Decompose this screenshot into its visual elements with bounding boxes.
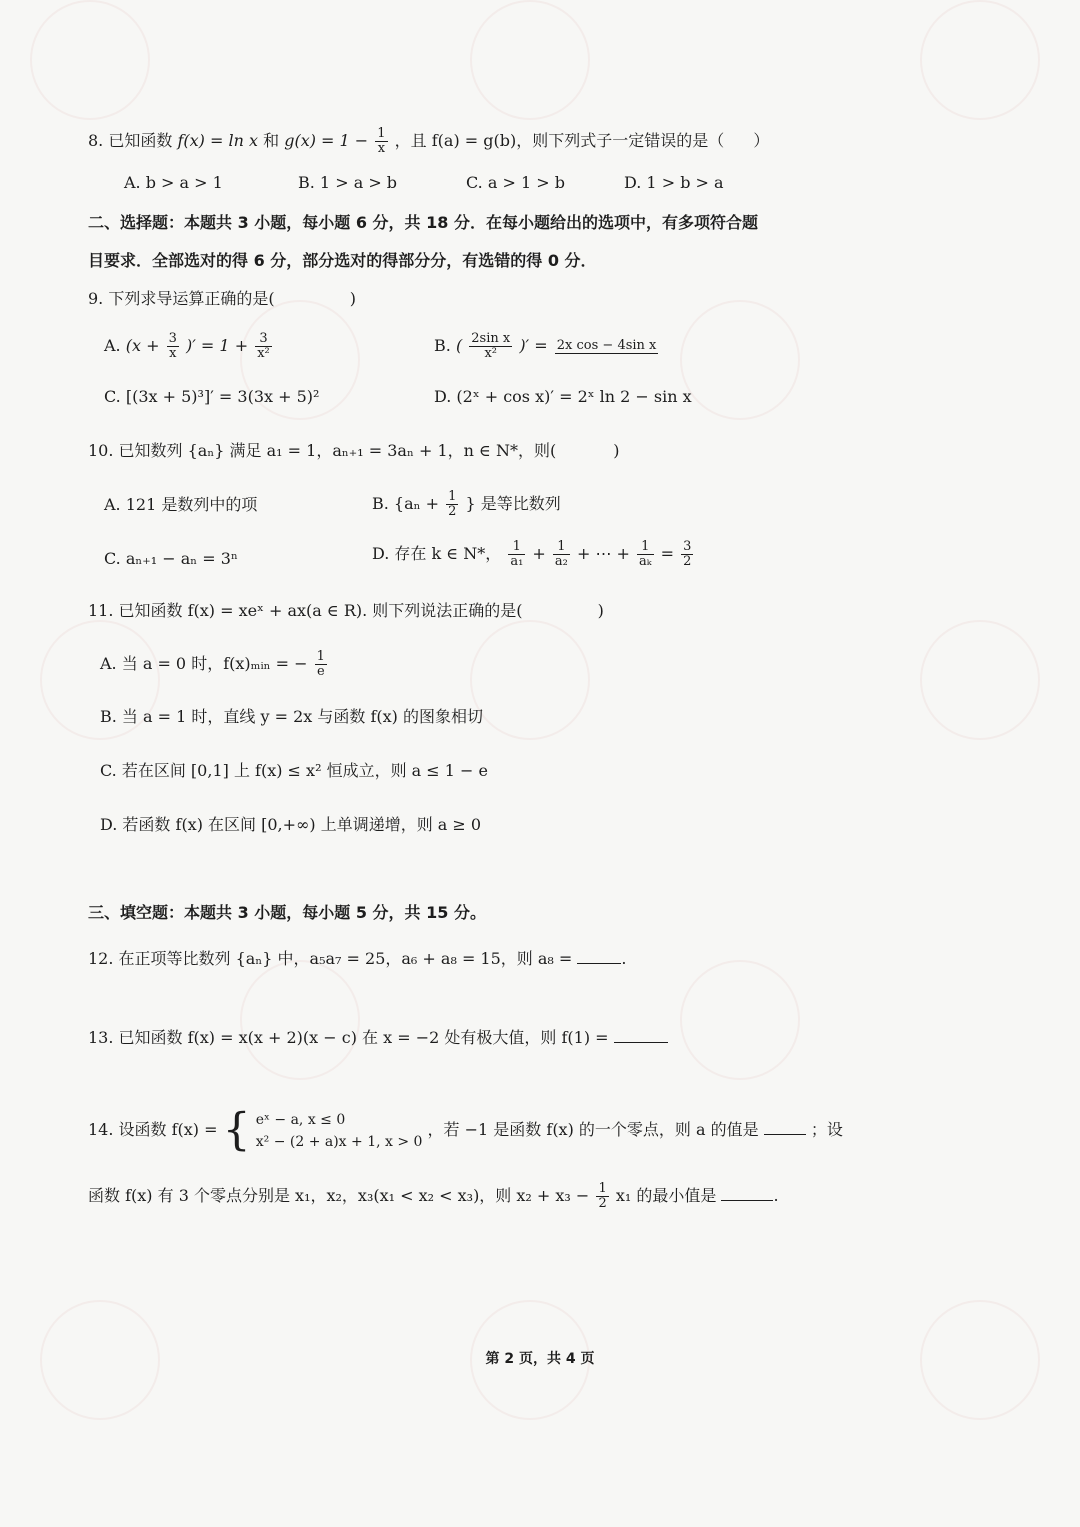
q8-option-c: C. a > 1 > b (466, 173, 565, 192)
answer-blank[interactable] (721, 1200, 773, 1201)
watermark-seal (920, 0, 1040, 120)
fraction: $\frac{1}{x}$ (377, 126, 386, 156)
page-footer: 第 2 页，共 4 页 (485, 1351, 595, 1367)
watermark-seal (30, 0, 150, 120)
q8-option-b: B. 1 > a > b (298, 173, 398, 192)
watermark-seal (920, 620, 1040, 740)
question-13: 13. 已知函数 f(x) = x(x + 2)(x − c) 在 x = −2 处有极大值，则 f(1) = (88, 1027, 668, 1049)
question-8: 8. 已知函数 f(x) = ln x 和 g(x) = 1 − $\frac{1}{x}$ ，且 f(a) = g(b)，则下列式子一定错误的是（ ） (88, 126, 770, 156)
q8-option-d: D. 1 > b > a (624, 173, 724, 192)
piecewise-cases: eˣ − a, x ≤ 0 x² − (2 + a)x + 1, x > 0 (255, 1111, 423, 1150)
question-11-stem: 11. 已知函数 f(x) = xeˣ + ax(a ∈ R). 则下列说法正确的是( ) (88, 601, 604, 620)
question-14: 14. 设函数 f(x) = { eˣ − a, x ≤ 0 x² − (2 + a)x + 1, x > 0 ，若 −1 是函数 f(x) 的一个零点，则 a 的值是 ；设 (88, 1104, 843, 1156)
q11-option-c: C. 若在区间 [0,1] 上 f(x) ≤ x² 恒成立，则 a ≤ 1 − e (100, 761, 488, 780)
answer-blank[interactable] (764, 1134, 806, 1135)
question-10-stem: 10. 已知数列 {aₙ} 满足 a₁ = 1，aₙ₊₁ = 3aₙ + 1，n ∈ N*，则( ) (88, 441, 620, 460)
q10-option-a: A. 121 是数列中的项 (104, 495, 258, 514)
q11-option-a: A. 当 a = 0 时，f(x)ₘᵢₙ = − $\frac{1}{e}$ (100, 649, 325, 679)
watermark-seal (240, 960, 360, 1080)
piecewise-brace: { (222, 1104, 251, 1156)
q9-option-c: C. [(3x + 5)³]′ = 3(3x + 5)² (104, 387, 320, 406)
section-2-heading: 二、选择题：本题共 3 小题，每小题 6 分，共 18 分．在每小题给出的选项中，有多项符合题 (88, 213, 758, 232)
section-3-heading: 三、填空题：本题共 3 小题，每小题 5 分，共 15 分。 (88, 903, 486, 922)
question-14-cont: 函数 f(x) 有 3 个零点分别是 x₁，x₂，x₃(x₁ < x₂ < x₃)，则 x₂ + x₃ − $\frac{1}{2}$ x₁ 的最小值是 . (88, 1181, 779, 1211)
q10-option-b: B. {aₙ + $\frac{1}{2}$ } 是等比数列 (372, 489, 561, 519)
q11-option-b: B. 当 a = 1 时，直线 y = 2x 与函数 f(x) 的图象相切 (100, 707, 483, 726)
q10-option-c: C. aₙ₊₁ − aₙ = 3ⁿ (104, 549, 238, 568)
q8-option-a: A. b > a > 1 (124, 173, 223, 192)
q9-option-d: D. (2ˣ + cos x)′ = 2ˣ ln 2 − sin x (434, 387, 692, 406)
answer-blank[interactable] (577, 963, 621, 964)
watermark-seal (680, 960, 800, 1080)
section-2-heading-cont: 目要求．全部选对的得 6 分，部分选对的得部分分，有选错的得 0 分． (88, 251, 597, 270)
q9-option-b: B. ( $\frac{\text{2sin x}}{\text{x²}}$ )′ = 2x cos − 4sin x (434, 331, 657, 361)
watermark-seal (680, 300, 800, 420)
answer-blank[interactable] (614, 1042, 668, 1043)
watermark-seal (470, 620, 590, 740)
q10-option-d: D. 存在 k ∈ N*， $\frac{1}{\text{a₁}}$ + $\frac{1}{\text{a₂}}$ + ⋯ + $\frac{1}{\text{aₖ}}$ = $\frac{3}{2}$ (372, 539, 692, 569)
question-9-stem: 9. 下列求导运算正确的是( ) (88, 289, 356, 308)
q11-option-d: D. 若函数 f(x) 在区间 [0,+∞) 上单调递增，则 a ≥ 0 (100, 815, 482, 834)
q9-option-a: A. (x + $\frac{3}{x}$ )′ = 1 + $\frac{3}{\text{x²}}$ (104, 331, 270, 361)
watermark-seal (470, 0, 590, 120)
question-12: 12. 在正项等比数列 {aₙ} 中，a₅a₇ = 25，a₆ + a₈ = 15，则 a₈ = . (88, 949, 627, 968)
